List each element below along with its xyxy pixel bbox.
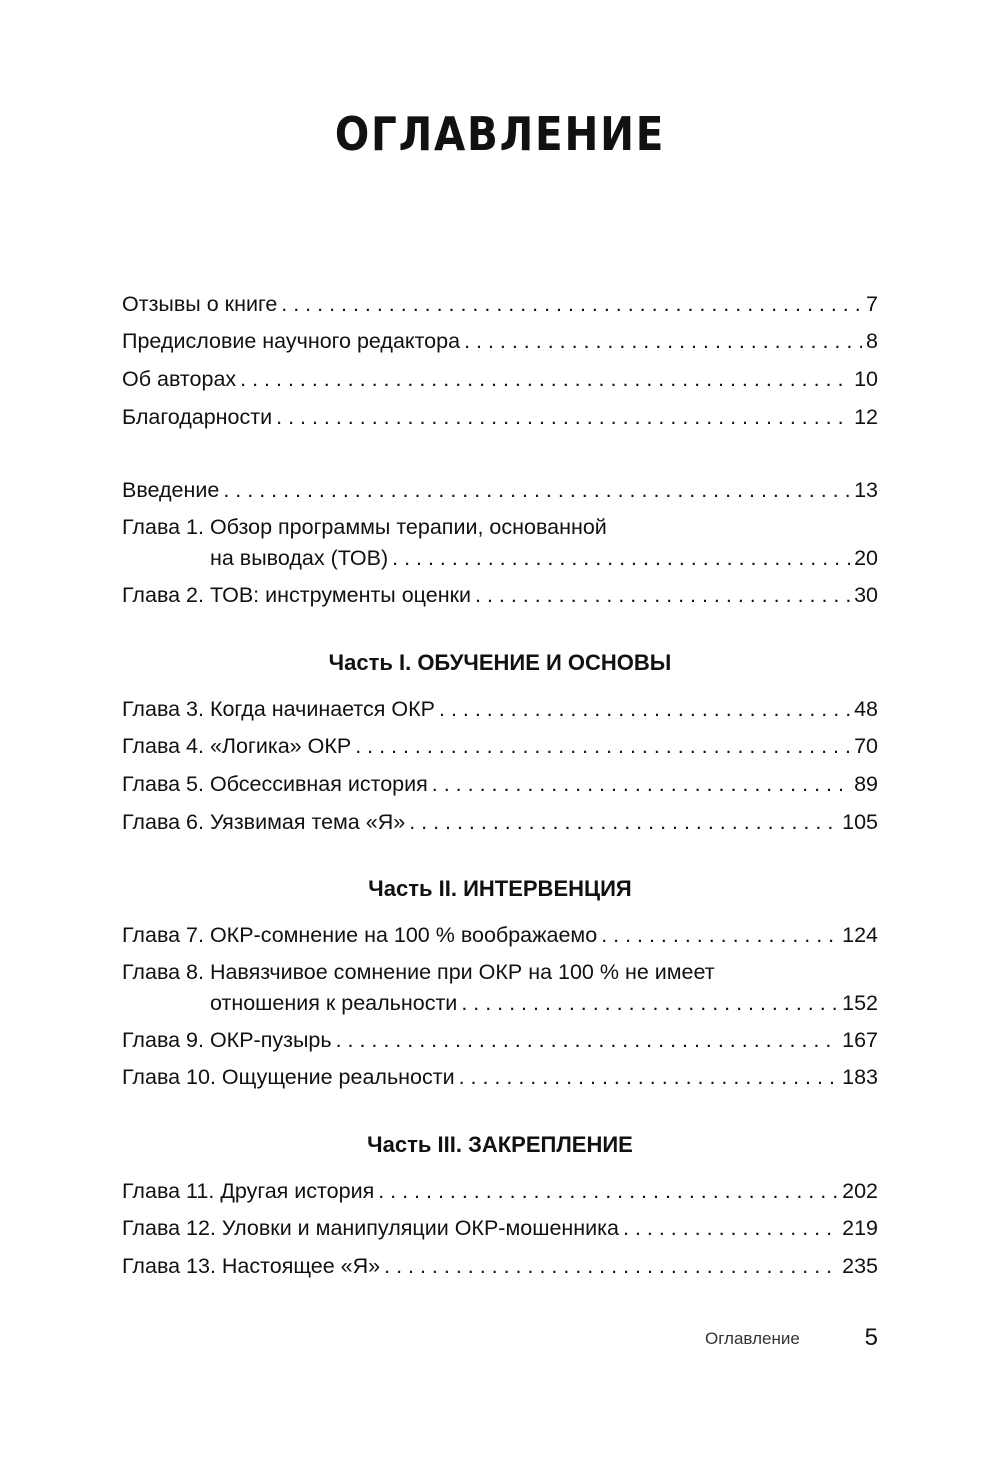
toc-entry-introduction[interactable] bbox=[122, 473, 878, 507]
toc-entry-page: 10 bbox=[854, 367, 878, 391]
dot-leader bbox=[461, 986, 838, 1020]
toc-entry-chapter-8[interactable] bbox=[210, 986, 878, 1020]
toc-entry-page: 13 bbox=[854, 478, 878, 502]
part-2-heading: Часть II. ИНТЕРВЕНЦИЯ bbox=[368, 876, 632, 901]
toc-entry-label: Глава 13. Настоящее «Я» bbox=[122, 1254, 381, 1278]
toc-entry-chapter-3[interactable] bbox=[122, 692, 878, 726]
toc-entry-label: Глава 7. ОКР-сомнение на 100 % воображаемо bbox=[122, 923, 598, 947]
page-number: 5 bbox=[864, 1324, 878, 1351]
dot-leader bbox=[240, 362, 850, 396]
toc-entry-authors[interactable] bbox=[122, 362, 878, 396]
toc-entry-label: Глава 2. ТОВ: инструменты оценки bbox=[122, 583, 471, 607]
dot-leader bbox=[459, 1060, 839, 1094]
toc-entry-label: Глава 10. Ощущение реальности bbox=[122, 1065, 455, 1089]
toc-entry-preface[interactable] bbox=[122, 324, 878, 358]
dot-leader bbox=[601, 918, 838, 952]
toc-entry-page: 235 bbox=[842, 1254, 878, 1278]
running-title: Оглавление bbox=[705, 1329, 800, 1348]
toc-entry-label: Глава 5. Обсессивная история bbox=[122, 772, 428, 796]
toc-entry-page: 20 bbox=[854, 546, 878, 570]
dot-leader bbox=[623, 1211, 838, 1245]
part-1-heading: Часть I. ОБУЧЕНИЕ И ОСНОВЫ bbox=[328, 650, 672, 675]
dot-leader bbox=[409, 805, 838, 839]
dot-leader bbox=[355, 729, 850, 763]
dot-leader bbox=[378, 1174, 838, 1208]
toc-entry-page: 48 bbox=[854, 697, 878, 721]
toc-entry-label: Глава 4. «Логика» ОКР bbox=[122, 734, 352, 758]
toc-entry-page: 183 bbox=[842, 1065, 878, 1089]
toc-entry-label: Об авторах bbox=[122, 367, 237, 391]
toc-entry-page: 70 bbox=[854, 734, 878, 758]
toc-entry-page: 219 bbox=[842, 1216, 878, 1240]
toc-entry-label: Глава 9. ОКР-пузырь bbox=[122, 1028, 332, 1052]
toc-entry-page: 7 bbox=[866, 292, 878, 316]
toc-entry-chapter-1[interactable] bbox=[210, 541, 878, 575]
toc-entry-chapter-10[interactable] bbox=[122, 1060, 878, 1094]
toc-entry-label: Глава 3. Когда начинается ОКР bbox=[122, 697, 435, 721]
dot-leader bbox=[281, 287, 862, 321]
toc-entry-page: 105 bbox=[842, 810, 878, 834]
toc-entry-label: Введение bbox=[122, 478, 220, 502]
toc-entry-chapter-6[interactable] bbox=[122, 805, 878, 839]
toc-entry-page: 89 bbox=[854, 772, 878, 796]
toc-entry-page: 152 bbox=[842, 991, 878, 1015]
toc-entry-label: Глава 6. Уязвимая тема «Я» bbox=[122, 810, 406, 834]
toc-entry-acknowledgements[interactable] bbox=[122, 400, 878, 434]
toc-entry-label: Отзывы о книге bbox=[122, 292, 278, 316]
dot-leader bbox=[464, 324, 862, 358]
dot-leader bbox=[276, 400, 850, 434]
part-3-heading: Часть III. ЗАКРЕПЛЕНИЕ bbox=[367, 1132, 633, 1157]
toc-entry-reviews[interactable] bbox=[122, 287, 878, 321]
dot-leader bbox=[475, 578, 850, 612]
toc-entry-chapter-7[interactable] bbox=[122, 918, 878, 952]
toc-entry-chapter-1-title[interactable]: Глава 1. Обзор программы терапии, основанной bbox=[122, 515, 607, 539]
toc-entry-chapter-2[interactable] bbox=[122, 578, 878, 612]
toc-entry-page: 8 bbox=[866, 329, 878, 353]
toc-entry-label: Предисловие научного редактора bbox=[122, 329, 461, 353]
toc-entry-label: на выводах (ТОВ) bbox=[210, 546, 389, 570]
toc-entry-chapter-4[interactable] bbox=[122, 729, 878, 763]
toc-entry-page: 202 bbox=[842, 1179, 878, 1203]
toc-entry-chapter-9[interactable] bbox=[122, 1023, 878, 1057]
toc-entry-chapter-5[interactable] bbox=[122, 767, 878, 801]
toc-entry-label: отношения к реальности bbox=[210, 991, 458, 1015]
dot-leader bbox=[384, 1249, 838, 1283]
dot-leader bbox=[336, 1023, 839, 1057]
toc-entry-chapter-8-title[interactable]: Глава 8. Навязчивое сомнение при ОКР на 100 % не имеет bbox=[122, 960, 715, 984]
toc-entry-chapter-11[interactable] bbox=[122, 1174, 878, 1208]
toc-entry-chapter-12[interactable] bbox=[122, 1211, 878, 1245]
page-title: ОГЛАВЛЕНИЕ bbox=[334, 107, 666, 161]
toc-entry-label: Благодарности bbox=[122, 405, 273, 429]
toc-entry-page: 167 bbox=[842, 1028, 878, 1052]
dot-leader bbox=[432, 767, 850, 801]
toc-entry-page: 30 bbox=[854, 583, 878, 607]
dot-leader bbox=[223, 473, 850, 507]
toc-entry-page: 124 bbox=[842, 923, 878, 947]
toc-entry-label: Глава 12. Уловки и манипуляции ОКР-мошенника bbox=[122, 1216, 619, 1240]
toc-entry-chapter-13[interactable] bbox=[122, 1249, 878, 1283]
toc-entry-page: 12 bbox=[854, 405, 878, 429]
toc-entry-label: Глава 11. Другая история bbox=[122, 1179, 375, 1203]
dot-leader bbox=[392, 541, 850, 575]
dot-leader bbox=[439, 692, 850, 726]
